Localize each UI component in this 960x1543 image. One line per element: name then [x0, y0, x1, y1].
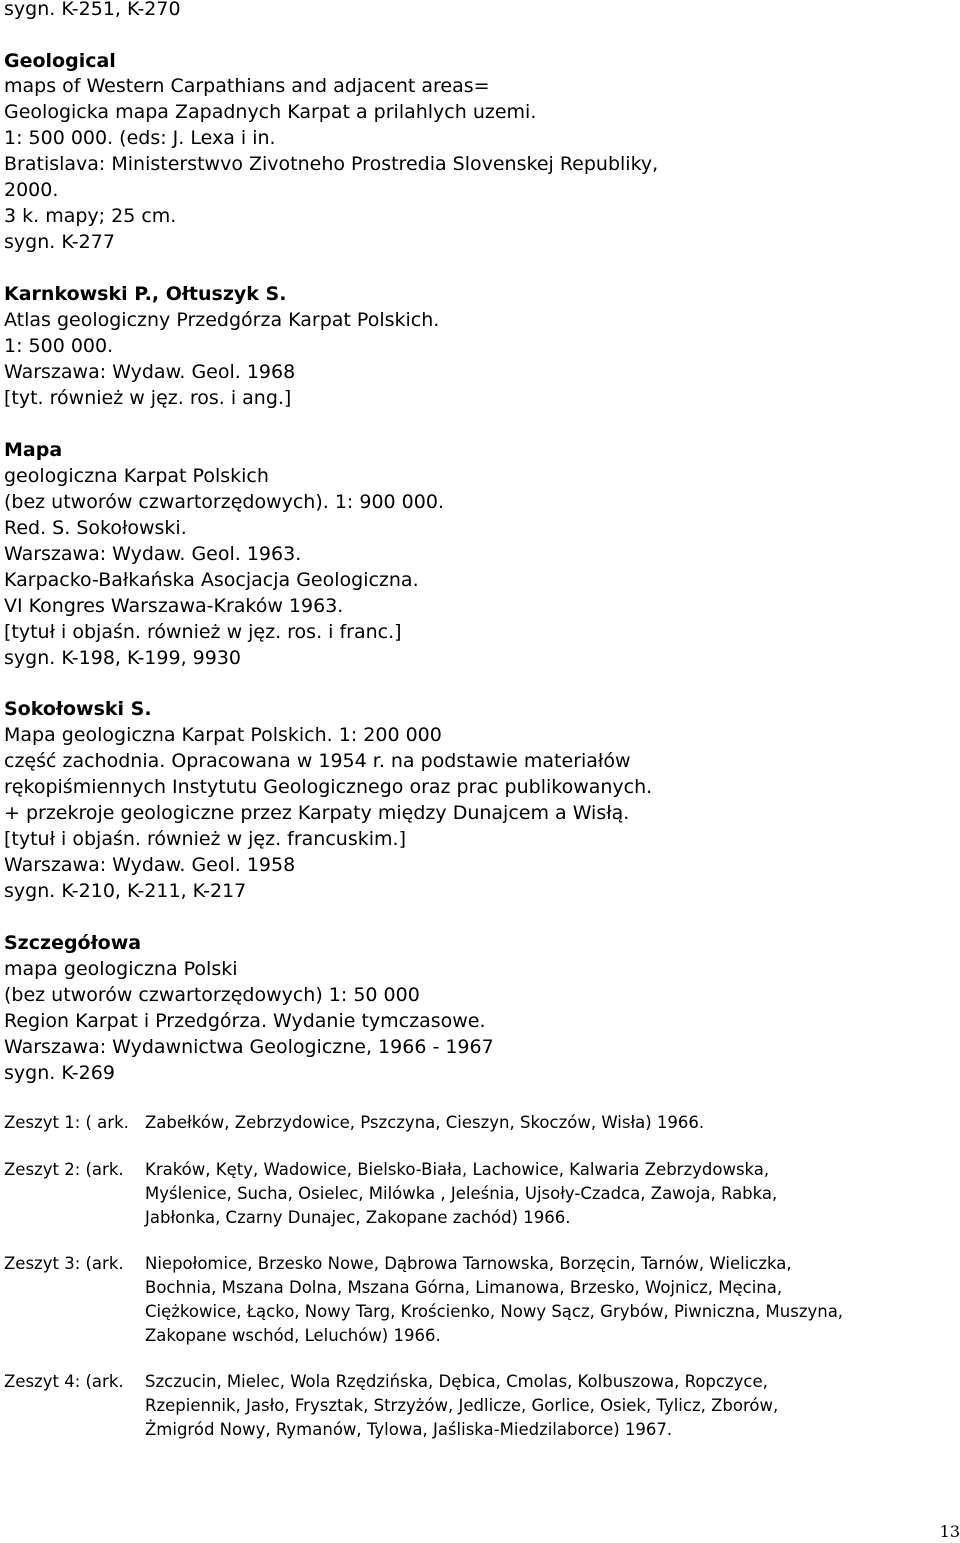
entry-signature: sygn. K-210, K-211, K-217 — [4, 880, 247, 902]
entry-line: [tytuł i objaśn. również w jęz. ros. i franc.] — [4, 621, 402, 643]
zeszyt-line: Szczucin, Mielec, Wola Rzędzińska, Dębica, Cmolas, Kolbuszowa, Ropczyce, — [145, 1372, 768, 1391]
page-number: 13 — [939, 1522, 960, 1541]
entry-line: Atlas geologiczny Przedgórza Karpat Polskich. — [4, 309, 440, 331]
entry-line: maps of Western Carpathians and adjacent areas= — [4, 75, 490, 97]
entry-line: Red. S. Sokołowski. — [4, 517, 187, 539]
entry-line: (bez utworów czwartorzędowych) 1: 50 000 — [4, 984, 420, 1006]
zeszyt-line: Ciężkowice, Łącko, Nowy Targ, Krościenko, Nowy Sącz, Grybów, Piwniczna, Muszyna, — [145, 1302, 844, 1321]
zeszyt-line: Bochnia, Mszana Dolna, Mszana Górna, Limanowa, Brzesko, Wojnicz, Męcina, — [145, 1278, 783, 1297]
entry-line: Warszawa: Wydawnictwa Geologiczne, 1966 - 1967 — [4, 1036, 494, 1058]
entry-line: Geologicka mapa Zapadnych Karpat a prilahlych uzemi. — [4, 101, 537, 123]
entry-line: Mapa geologiczna Karpat Polskich. 1: 200 000 — [4, 724, 442, 746]
entry-line: Region Karpat i Przedgórza. Wydanie tymczasowe. — [4, 1010, 486, 1032]
entry-heading-sokolowski: Sokołowski S. — [4, 698, 152, 720]
entry-line: (bez utworów czwartorzędowych). 1: 900 000. — [4, 491, 444, 513]
zeszyt-label: Zeszyt 1: ( ark. — [4, 1113, 129, 1132]
zeszyt-label: Zeszyt 2: (ark. — [4, 1160, 124, 1179]
entry-signature: sygn. K-198, K-199, 9930 — [4, 647, 242, 669]
zeszyt-line: Zabełków, Zebrzydowice, Pszczyna, Cieszyn, Skoczów, Wisła) 1966. — [145, 1113, 705, 1132]
entry-line: + przekroje geologiczne przez Karpaty między Dunajcem a Wisłą. — [4, 802, 630, 824]
entry-signature: sygn. K-277 — [4, 231, 115, 253]
top-signature-line: sygn. K-251, K-270 — [4, 0, 181, 20]
entry-line: Warszawa: Wydaw. Geol. 1963. — [4, 543, 302, 565]
zeszyt-line: Jabłonka, Czarny Dunajec, Zakopane zachód) 1966. — [145, 1208, 571, 1227]
entry-line: 3 k. mapy; 25 cm. — [4, 205, 177, 227]
entry-heading-mapa: Mapa — [4, 439, 63, 461]
entry-line: [tytuł i objaśn. również w jęz. francuskim.] — [4, 828, 406, 850]
entry-signature: sygn. K-269 — [4, 1062, 115, 1084]
entry-line: mapa geologiczna Polski — [4, 958, 238, 980]
entry-line: część zachodnia. Opracowana w 1954 r. na podstawie materiałów — [4, 750, 631, 772]
zeszyt-line: Zakopane wschód, Leluchów) 1966. — [145, 1326, 441, 1345]
entry-line: [tyt. również w jęz. ros. i ang.] — [4, 387, 292, 409]
entry-line: Karpacko-Bałkańska Asocjacja Geologiczna. — [4, 569, 419, 591]
zeszyt-label: Zeszyt 3: (ark. — [4, 1254, 124, 1273]
entry-line: 2000. — [4, 179, 59, 201]
entry-line: VI Kongres Warszawa-Kraków 1963. — [4, 595, 344, 617]
zeszyt-label: Zeszyt 4: (ark. — [4, 1372, 124, 1391]
entry-heading-karnkowski: Karnkowski P., Ołtuszyk S. — [4, 283, 287, 305]
entry-line: Bratislava: Ministerstwvo Zivotneho Prostredia Slovenskej Republiky, — [4, 153, 659, 175]
entry-line: geologiczna Karpat Polskich — [4, 465, 269, 487]
entry-heading-szczegolowa: Szczegółowa — [4, 932, 142, 954]
entry-line: Warszawa: Wydaw. Geol. 1958 — [4, 854, 296, 876]
zeszyt-line: Niepołomice, Brzesko Nowe, Dąbrowa Tarnowska, Borzęcin, Tarnów, Wieliczka, — [145, 1254, 792, 1273]
zeszyt-line: Myślenice, Sucha, Osielec, Milówka , Jeleśnia, Ujsoły-Czadca, Zawoja, Rabka, — [145, 1184, 778, 1203]
zeszyt-line: Żmigród Nowy, Rymanów, Tylowa, Jaśliska-Miedzilaborce) 1967. — [145, 1420, 673, 1439]
entry-line: 1: 500 000. (eds: J. Lexa i in. — [4, 127, 276, 149]
zeszyt-line: Rzepiennik, Jasło, Frysztak, Strzyżów, Jedlicze, Gorlice, Osiek, Tylicz, Zborów, — [145, 1396, 779, 1415]
entry-line: 1: 500 000. — [4, 335, 114, 357]
zeszyt-line: Kraków, Kęty, Wadowice, Bielsko-Biała, Lachowice, Kalwaria Zebrzydowska, — [145, 1160, 770, 1179]
entry-heading-geological: Geological — [4, 50, 116, 72]
entry-line: Warszawa: Wydaw. Geol. 1968 — [4, 361, 296, 383]
entry-line: rękopiśmiennych Instytutu Geologicznego oraz prac publikowanych. — [4, 776, 653, 798]
